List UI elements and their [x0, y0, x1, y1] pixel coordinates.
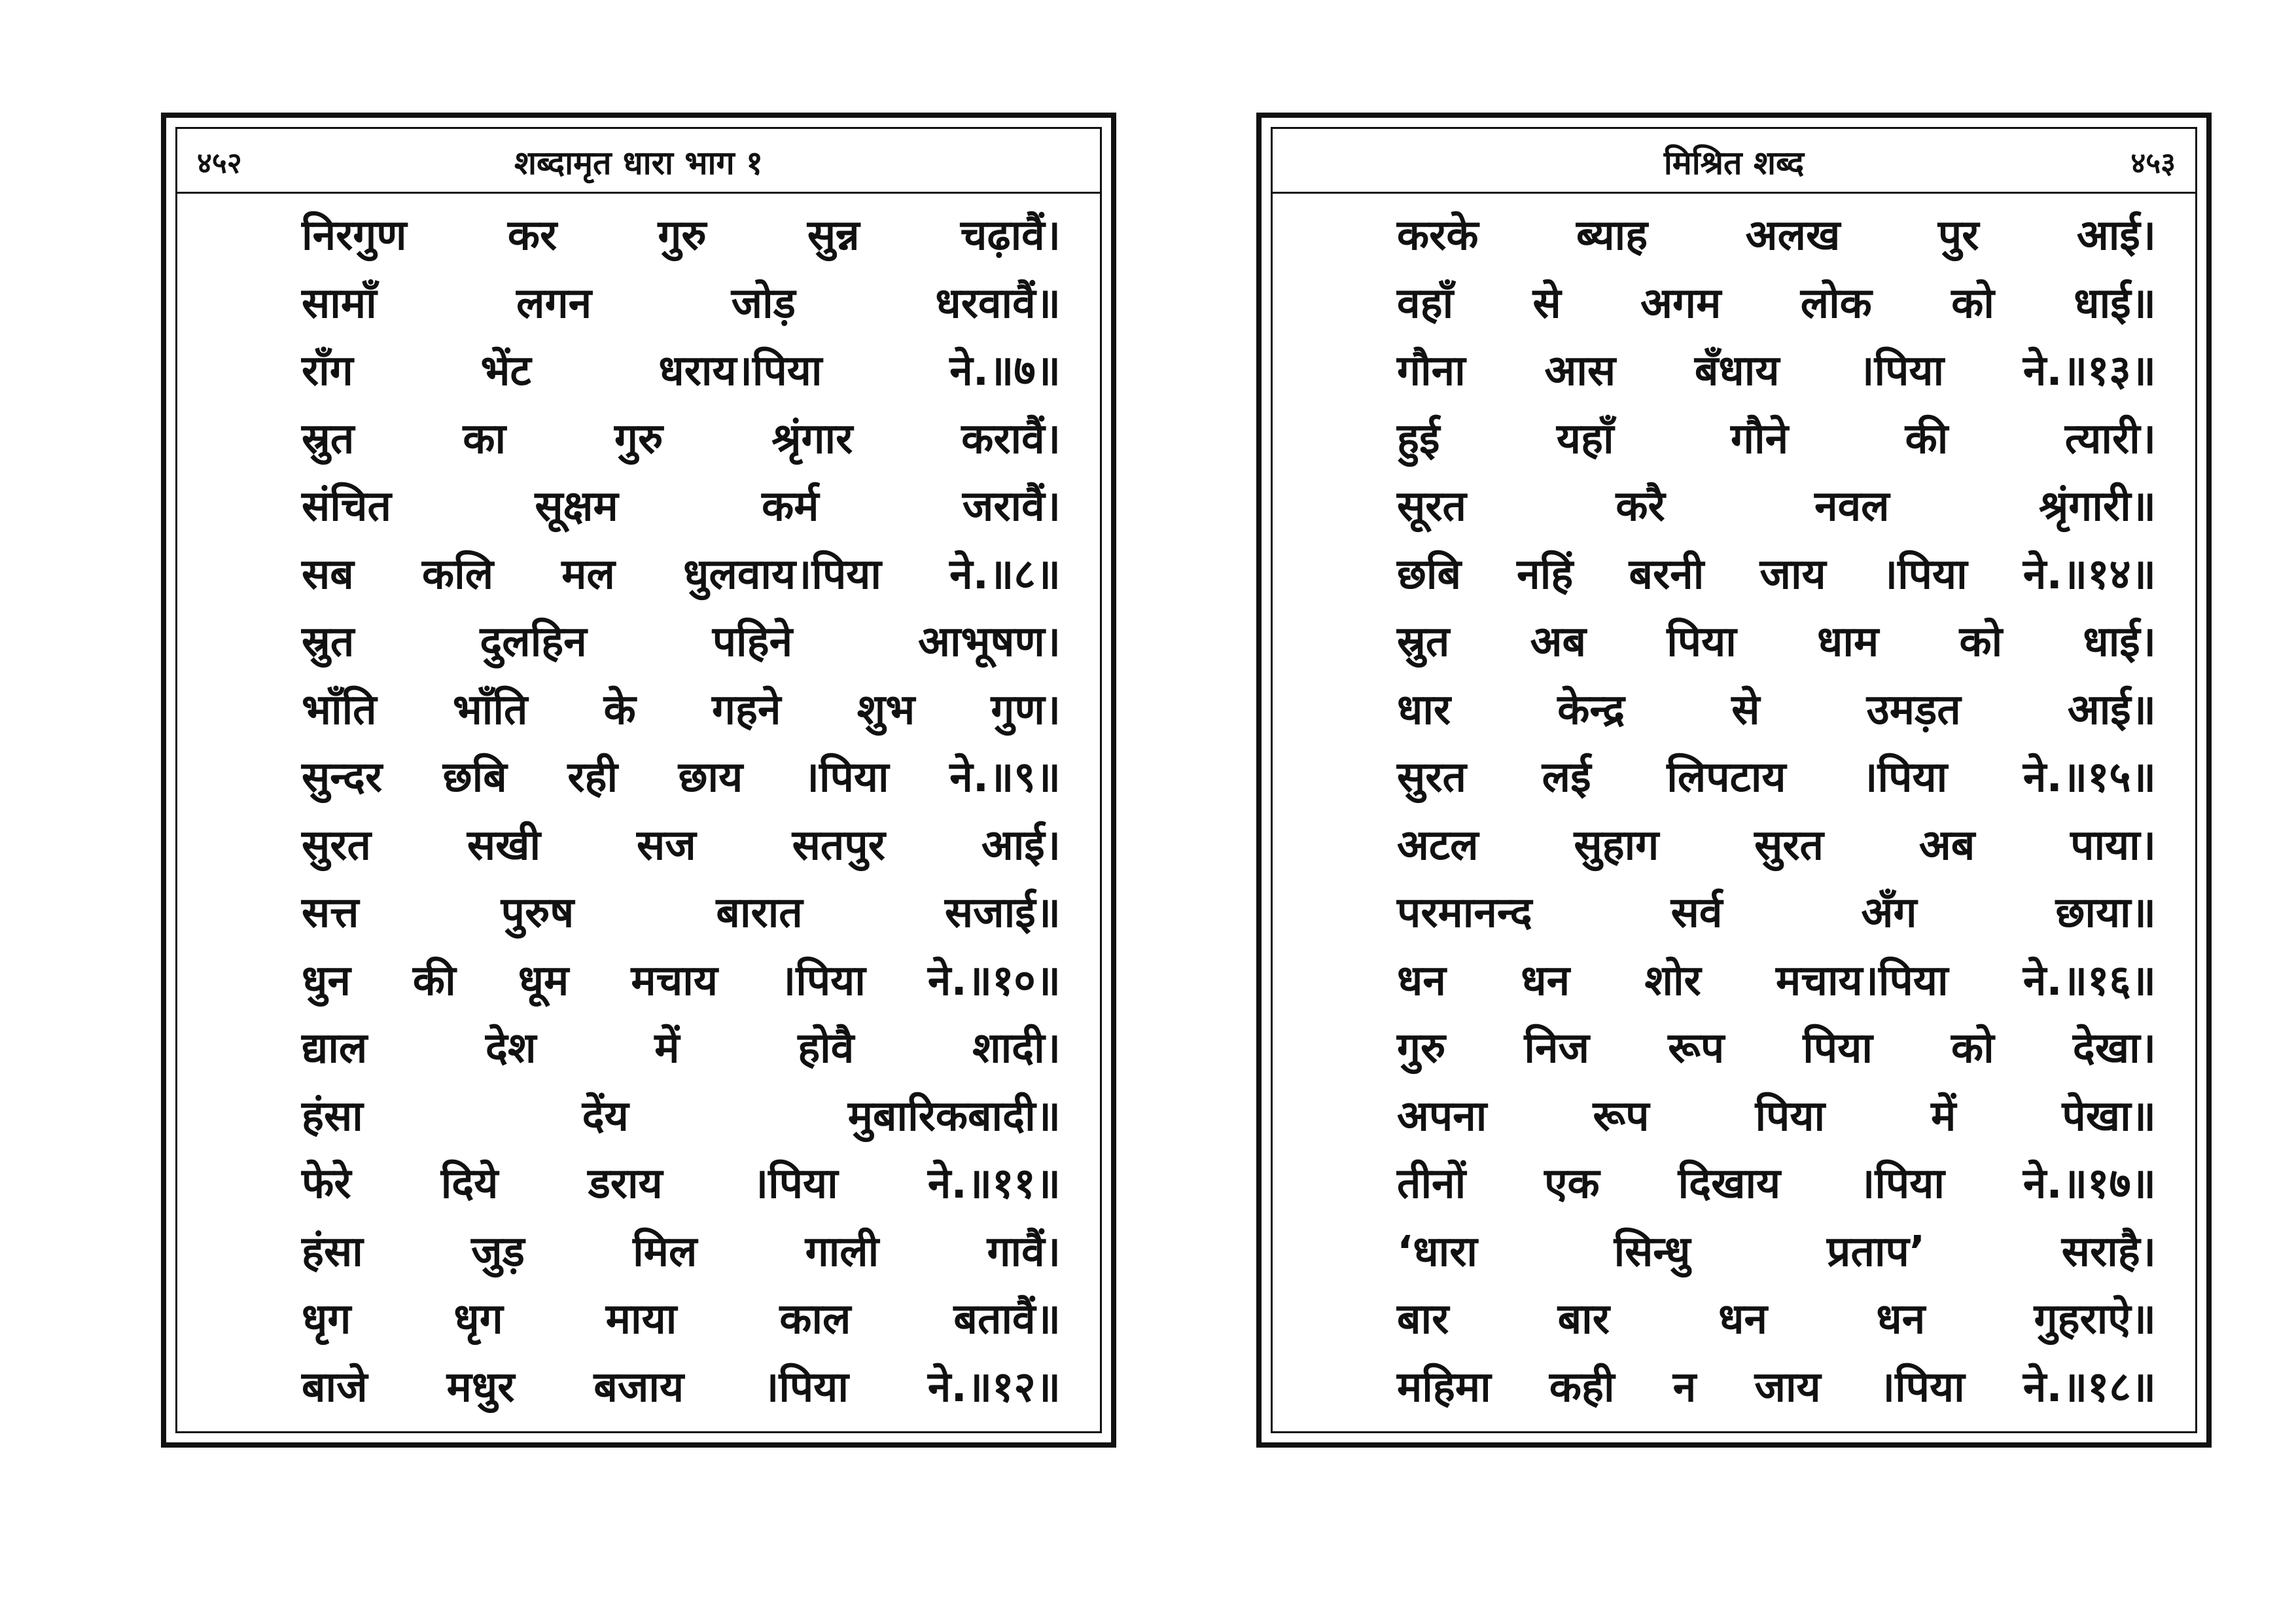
verse-word: मचाय।पिया: [1776, 956, 1949, 1005]
right-page-frame: [1271, 127, 2197, 1433]
verse-word: भाँति: [302, 685, 377, 734]
verse-word: गुहराऐ॥: [2034, 1295, 2156, 1344]
verse-word: रूप: [1668, 1024, 1725, 1073]
verse-word: बार: [1397, 1295, 1449, 1344]
verse-word: तीनों: [1397, 1160, 1466, 1208]
verse-word: सूक्षम: [535, 482, 618, 531]
verse-line: [302, 1083, 1061, 1151]
right-verses: [1397, 202, 2156, 1421]
verse-word: धरवावैं॥: [935, 279, 1061, 328]
verse-word: सत्त: [302, 889, 359, 937]
verse-line: [1397, 338, 2156, 406]
verse-word: धाम: [1817, 618, 1879, 666]
verse-word: में: [654, 1024, 680, 1073]
verse-line: [302, 473, 1061, 541]
verse-word: सुरत: [1397, 753, 1466, 802]
verse-word: अब: [1918, 821, 1975, 870]
verse-word: धूम: [518, 956, 569, 1005]
verse-word: सजाई॥: [944, 889, 1061, 937]
verse-line: [302, 202, 1061, 270]
verse-word: गौना: [1397, 347, 1466, 395]
verse-word: प्रताप’: [1827, 1227, 1926, 1276]
verse-word: में: [1931, 1092, 1956, 1141]
verse-word: आभूषण।: [918, 618, 1061, 666]
verse-word: ।पिया: [780, 956, 866, 1005]
verse-line: [302, 609, 1061, 677]
verse-word: धन: [1521, 956, 1570, 1005]
verse-word: बरनी: [1629, 550, 1704, 599]
verse-word: पुरुष: [501, 889, 574, 937]
verse-word: सामाँ: [302, 279, 377, 328]
verse-word: न: [1672, 1363, 1697, 1412]
verse-word: निरगुण: [302, 211, 407, 260]
verse-word: का: [463, 414, 506, 463]
verse-line: [302, 270, 1061, 338]
verse-word: ।पिया: [1881, 550, 1968, 599]
verse-word: ने.॥७॥: [949, 347, 1061, 395]
verse-word: धाई।: [2083, 618, 2156, 666]
verse-word: आई।: [981, 821, 1061, 870]
verse-word: ।पिया: [1858, 347, 1945, 395]
verse-word: धाई॥: [2074, 279, 2156, 328]
verse-word: देखा।: [2072, 1024, 2156, 1073]
verse-word: मुबारिकबादी॥: [847, 1092, 1061, 1141]
verse-word: केन्द्र: [1557, 685, 1625, 734]
verse-word: छाया॥: [2055, 889, 2156, 937]
verse-word: ने.॥१५॥: [2022, 753, 2156, 802]
verse-word: श्रृंगार: [771, 414, 853, 463]
verse-word: ।पिया: [803, 753, 889, 802]
verse-word: नवल: [1814, 482, 1890, 531]
verse-word: भाँति: [452, 685, 528, 734]
verse-word: को: [1951, 279, 1994, 328]
verse-word: बारात: [716, 889, 803, 937]
verse-word: पिया: [1755, 1092, 1826, 1141]
verse-word: बार: [1557, 1295, 1610, 1344]
verse-word: धन: [1876, 1295, 1926, 1344]
verse-word: निज: [1524, 1024, 1589, 1073]
verse-line: [302, 744, 1061, 812]
verse-word: धार: [1397, 685, 1451, 734]
verse-word: शादी।: [972, 1024, 1061, 1073]
verse-word: गुरु: [658, 211, 707, 260]
verse-word: सराहै।: [2061, 1227, 2156, 1276]
verse-word: मधुर: [446, 1363, 515, 1412]
verse-word: से: [1731, 685, 1760, 734]
verse-line: [302, 338, 1061, 406]
verse-word: मचाय: [631, 956, 718, 1005]
verse-word: ।पिया: [752, 1160, 838, 1208]
verse-word: महिमा: [1397, 1363, 1491, 1412]
verse-word: काल: [779, 1295, 851, 1344]
verse-word: हुई: [1397, 414, 1440, 463]
verse-word: अटल: [1397, 821, 1479, 870]
verse-word: पहिने: [712, 618, 793, 666]
verse-word: जोड़: [731, 279, 796, 328]
verse-word: धुलवाय।पिया: [683, 550, 881, 599]
verse-word: धुन: [302, 956, 351, 1005]
verse-word: गुण।: [991, 685, 1061, 734]
verse-word: कर: [507, 211, 557, 260]
verse-line: [1397, 1354, 2156, 1422]
verse-word: मिल: [633, 1227, 698, 1276]
verse-line: [1397, 1150, 2156, 1219]
verse-line: [1397, 1219, 2156, 1287]
verse-word: को: [1959, 618, 2003, 666]
verse-word: कर्म: [762, 482, 819, 531]
verse-word: छबि: [1397, 550, 1461, 599]
left-page: [161, 113, 1116, 1448]
verse-word: सुन्न: [807, 211, 860, 260]
verse-line: [302, 406, 1061, 474]
verse-word: बँधाय: [1694, 347, 1780, 395]
verse-word: ने.॥९॥: [949, 753, 1061, 802]
right-page-header: [1273, 129, 2195, 194]
verse-line: [1397, 1083, 2156, 1151]
verse-word: द्याल: [302, 1024, 368, 1073]
verse-word: ने.॥१३॥: [2022, 347, 2156, 395]
verse-word: ने.॥१८॥: [2022, 1363, 2156, 1412]
verse-word: त्यारी।: [2064, 414, 2156, 463]
verse-word: ने.॥१२॥: [927, 1363, 1061, 1412]
verse-word: धन: [1718, 1295, 1768, 1344]
verse-word: सर्व: [1670, 889, 1723, 937]
verse-line: [302, 541, 1061, 609]
verse-line: [302, 677, 1061, 745]
verse-line: [1397, 812, 2156, 880]
verse-line: [302, 1219, 1061, 1287]
verse-word: के: [603, 685, 636, 734]
verse-word: धृग: [453, 1295, 503, 1344]
verse-word: गावैं।: [987, 1227, 1061, 1276]
verse-word: मल: [561, 550, 615, 599]
verse-word: ने.॥१०॥: [927, 956, 1061, 1005]
verse-line: [1397, 270, 2156, 338]
verse-word: कलि: [421, 550, 494, 599]
verse-word: स्रुत: [302, 414, 355, 463]
verse-line: [1397, 744, 2156, 812]
verse-word: दुलहिन: [480, 618, 587, 666]
verse-word: उमड़त: [1866, 685, 1961, 734]
verse-word: ।पिया: [1879, 1363, 1965, 1412]
verse-word: गहने: [711, 685, 781, 734]
verse-word: सूरत: [1397, 482, 1466, 531]
verse-word: सुरत: [1754, 821, 1824, 870]
verse-word: धृग: [302, 1295, 351, 1344]
verse-word: पुर: [1937, 211, 1979, 260]
verse-word: सुरत: [302, 821, 371, 870]
verse-line: [302, 1015, 1061, 1083]
verse-word: गुरु: [1397, 1024, 1446, 1073]
verse-word: दिखाय: [1678, 1160, 1781, 1208]
verse-line: [302, 948, 1061, 1016]
verse-word: नहिं: [1517, 550, 1574, 599]
left-page-number: ४५२: [197, 147, 242, 180]
verse-line: [302, 1150, 1061, 1219]
verse-word: यहाँ: [1556, 414, 1614, 463]
verse-word: होवै: [798, 1024, 855, 1073]
verse-line: [1397, 406, 2156, 474]
verse-word: अब: [1530, 618, 1587, 666]
verse-word: लई: [1542, 753, 1591, 802]
verse-word: धन: [1397, 956, 1446, 1005]
verse-word: सज: [636, 821, 696, 870]
verse-word: भेंट: [480, 347, 531, 395]
verse-word: पेखा॥: [2062, 1092, 2156, 1141]
verse-word: बाजे: [302, 1363, 368, 1412]
verse-word: करै: [1616, 482, 1665, 531]
verse-line: [1397, 473, 2156, 541]
verse-word: जरावैं।: [962, 482, 1061, 531]
verse-word: रही: [567, 753, 618, 802]
verse-word: ने.॥८॥: [949, 550, 1061, 599]
verse-word: पाया।: [2070, 821, 2156, 870]
verse-word: ।पिया: [1859, 1160, 1945, 1208]
verse-word: ने.॥१६॥: [2022, 956, 2156, 1005]
verse-word: अगम: [1640, 279, 1722, 328]
verse-word: देंय: [582, 1092, 629, 1141]
verse-word: आई॥: [2067, 685, 2156, 734]
verse-word: स्रुत: [302, 618, 355, 666]
verse-word: करावैं।: [961, 414, 1061, 463]
verse-word: जाय: [1754, 1363, 1821, 1412]
verse-word: छाय: [678, 753, 743, 802]
verse-line: [1397, 1286, 2156, 1354]
verse-word: लगन: [516, 279, 592, 328]
verse-word: देश: [486, 1024, 537, 1073]
verse-line: [1397, 609, 2156, 677]
verse-word: शोर: [1644, 956, 1701, 1005]
verse-word: लिपटाय: [1667, 753, 1786, 802]
verse-word: हंसा: [302, 1092, 363, 1141]
verse-word: ।पिया: [1862, 753, 1948, 802]
verse-word: चढ़ावैं।: [960, 211, 1061, 260]
verse-word: डराय: [588, 1160, 663, 1208]
verse-word: ।पिया: [763, 1363, 849, 1412]
verse-word: शुभ: [857, 685, 915, 734]
verse-word: गौने: [1730, 414, 1789, 463]
verse-line: [1397, 880, 2156, 948]
verse-word: ने.॥१४॥: [2022, 550, 2156, 599]
left-page-title: शब्दामृत धारा भाग १: [514, 144, 764, 182]
verse-word: राँग: [302, 347, 353, 395]
verse-word: पिया: [1803, 1024, 1873, 1073]
verse-word: फेरे: [302, 1160, 351, 1208]
verse-word: सतपुर: [792, 821, 885, 870]
verse-word: वहाँ: [1397, 279, 1454, 328]
verse-word: जाय: [1759, 550, 1826, 599]
left-page-frame: [175, 127, 1102, 1433]
verse-line: [1397, 541, 2156, 609]
verse-word: स्रुत: [1397, 618, 1450, 666]
verse-word: आस: [1544, 347, 1616, 395]
verse-word: गुरु: [614, 414, 663, 463]
verse-word: जुड़: [471, 1227, 525, 1276]
verse-line: [1397, 948, 2156, 1016]
verse-word: से: [1532, 279, 1561, 328]
verse-word: आई।: [2076, 211, 2156, 260]
right-page-number: ४५३: [2130, 147, 2176, 180]
verse-word: ब्याह: [1576, 211, 1648, 260]
verse-word: सब: [302, 550, 354, 599]
verse-word: की: [412, 956, 456, 1005]
verse-line: [302, 812, 1061, 880]
verse-word: अँग: [1861, 889, 1917, 937]
verse-word: धराय।पिया: [658, 347, 822, 395]
verse-word: श्रृंगारी॥: [2038, 482, 2156, 531]
verse-word: बतावैं॥: [953, 1295, 1061, 1344]
verse-word: गाली: [805, 1227, 879, 1276]
verse-word: दिये: [440, 1160, 499, 1208]
verse-word: ने.॥१७॥: [2022, 1160, 2156, 1208]
verse-word: हंसा: [302, 1227, 363, 1276]
verse-word: ‘धारा: [1397, 1227, 1478, 1276]
verse-word: सुन्दर: [302, 753, 383, 802]
right-page: [1256, 113, 2212, 1448]
verse-line: [302, 1354, 1061, 1422]
verse-word: परमानन्द: [1397, 889, 1532, 937]
verse-word: छबि: [442, 753, 507, 802]
verse-word: बजाय: [593, 1363, 684, 1412]
left-verses: [302, 202, 1061, 1421]
verse-word: अपना: [1397, 1092, 1487, 1141]
verse-line: [1397, 1015, 2156, 1083]
verse-word: को: [1951, 1024, 1994, 1073]
verse-word: एक: [1544, 1160, 1600, 1208]
verse-line: [302, 1286, 1061, 1354]
verse-word: लोक: [1800, 279, 1872, 328]
verse-word: रूप: [1593, 1092, 1650, 1141]
verse-line: [302, 880, 1061, 948]
verse-line: [1397, 202, 2156, 270]
verse-word: पिया: [1667, 618, 1737, 666]
right-page-title: मिश्रित शब्द: [1663, 144, 1805, 182]
verse-word: कही: [1549, 1363, 1615, 1412]
verse-word: सखी: [467, 821, 541, 870]
verse-word: करके: [1397, 211, 1479, 260]
verse-word: संचित: [302, 482, 391, 531]
verse-word: माया: [605, 1295, 677, 1344]
verse-line: [1397, 677, 2156, 745]
verse-word: की: [1905, 414, 1949, 463]
verse-word: सिन्धु: [1614, 1227, 1691, 1276]
verse-word: अलख: [1745, 211, 1841, 260]
left-page-header: [177, 129, 1100, 194]
verse-word: सुहाग: [1574, 821, 1659, 870]
verse-word: ने.॥११॥: [927, 1160, 1061, 1208]
